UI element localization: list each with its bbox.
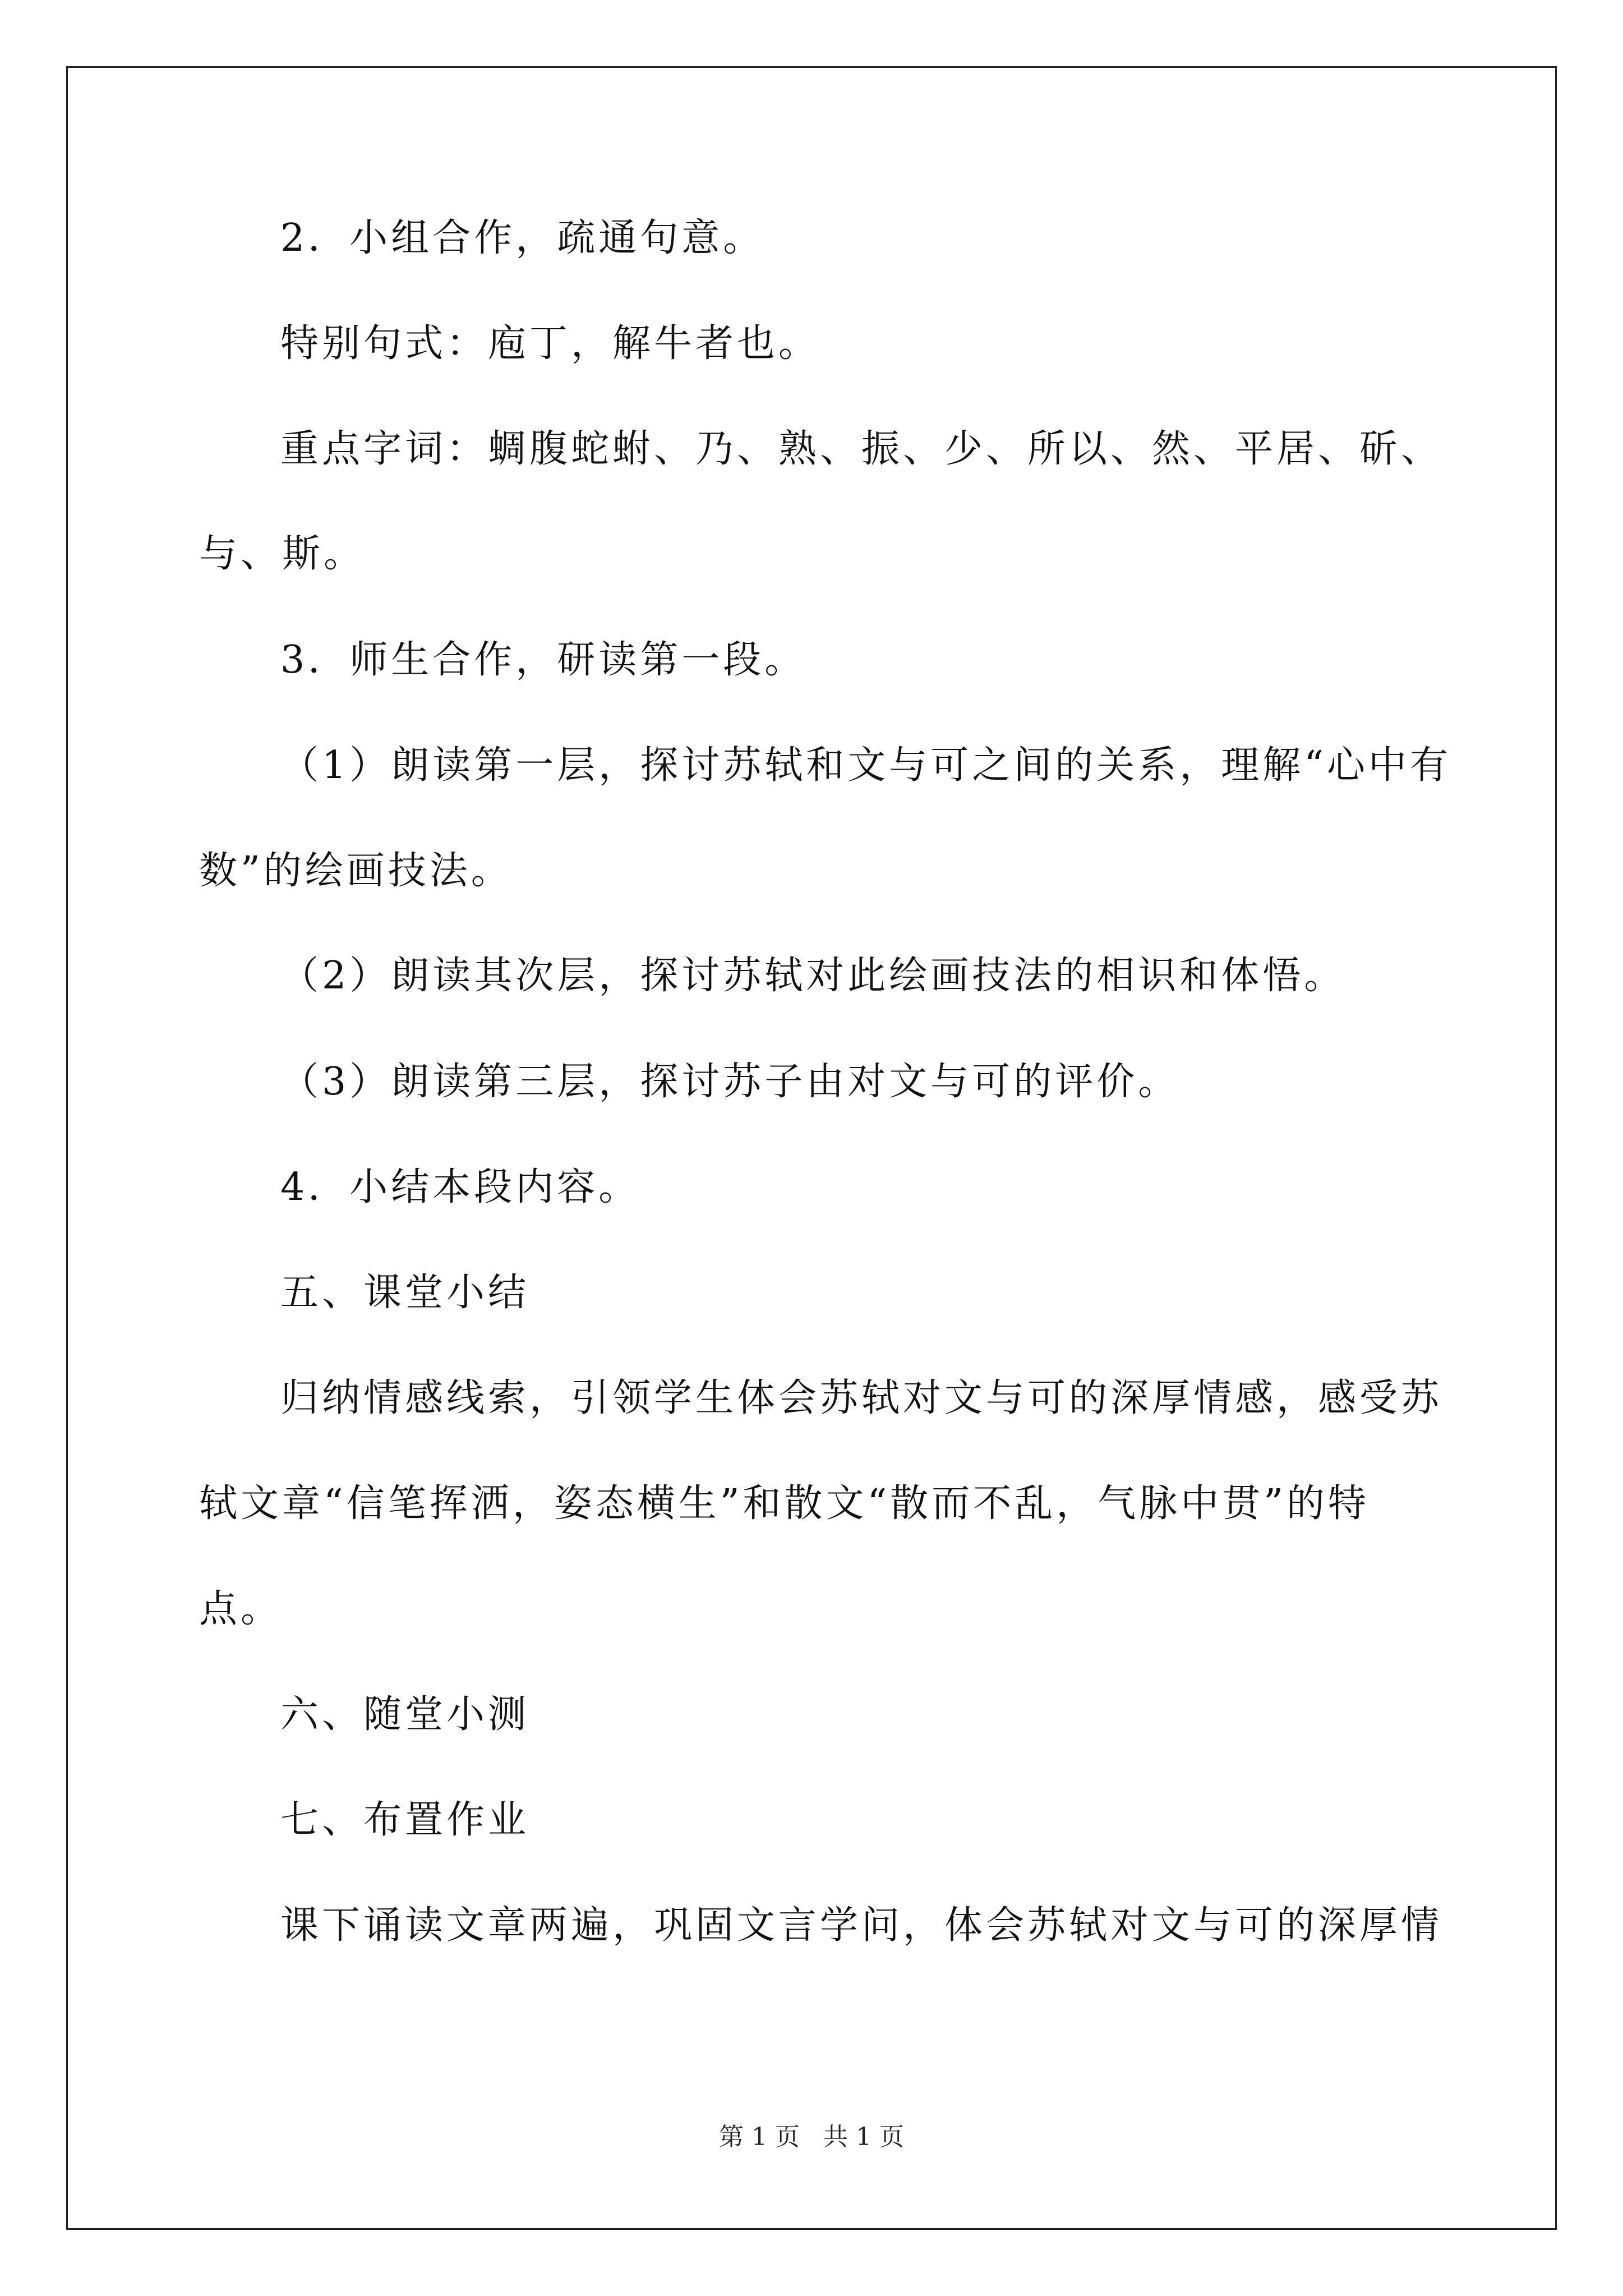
- text-line: （1）朗读第一层，探讨苏轼和文与可之间的关系，理解“心中有: [280, 743, 1452, 788]
- text-line: 归纳情感线索，引领学生体会苏轼对文与可的深厚情感，感受苏: [280, 1376, 1443, 1420]
- text-line: （2）朗读其次层，探讨苏轼对此绘画技法的相识和体悟。: [280, 954, 1346, 998]
- text-line: 4．小结本段内容。: [280, 1165, 640, 1209]
- text-line: 3．师生合作，研读第一段。: [280, 638, 806, 682]
- section-heading: 五、课堂小结: [280, 1271, 530, 1315]
- text-line: 与、斯。: [199, 532, 366, 576]
- text-line: 课下诵读文章两遍，巩固文言学问，体会苏轼对文与可的深厚情: [280, 1903, 1443, 1948]
- text-line: 重点字词：蜩腹蛇蚹、乃、熟、振、少、所以、然、平居、斫、: [280, 427, 1443, 471]
- section-heading: 六、随堂小测: [280, 1692, 530, 1737]
- text-line: （3）朗读第三层，探讨苏子由对文与可的评价。: [280, 1060, 1180, 1104]
- text-line: 轼文章“信笔挥洒，姿态横生”和散文“散而不乱，气脉中贯”的特: [199, 1481, 1370, 1526]
- page-footer: 第 1 页 共 1 页: [719, 2123, 904, 2151]
- section-heading: 七、布置作业: [280, 1798, 530, 1842]
- text-line: 特别句式：庖丁，解牛者也。: [280, 321, 820, 366]
- text-line: 数”的绘画技法。: [199, 849, 513, 893]
- text-line: 2．小组合作，疏通句意。: [280, 216, 765, 260]
- text-line: 点。: [199, 1587, 283, 1631]
